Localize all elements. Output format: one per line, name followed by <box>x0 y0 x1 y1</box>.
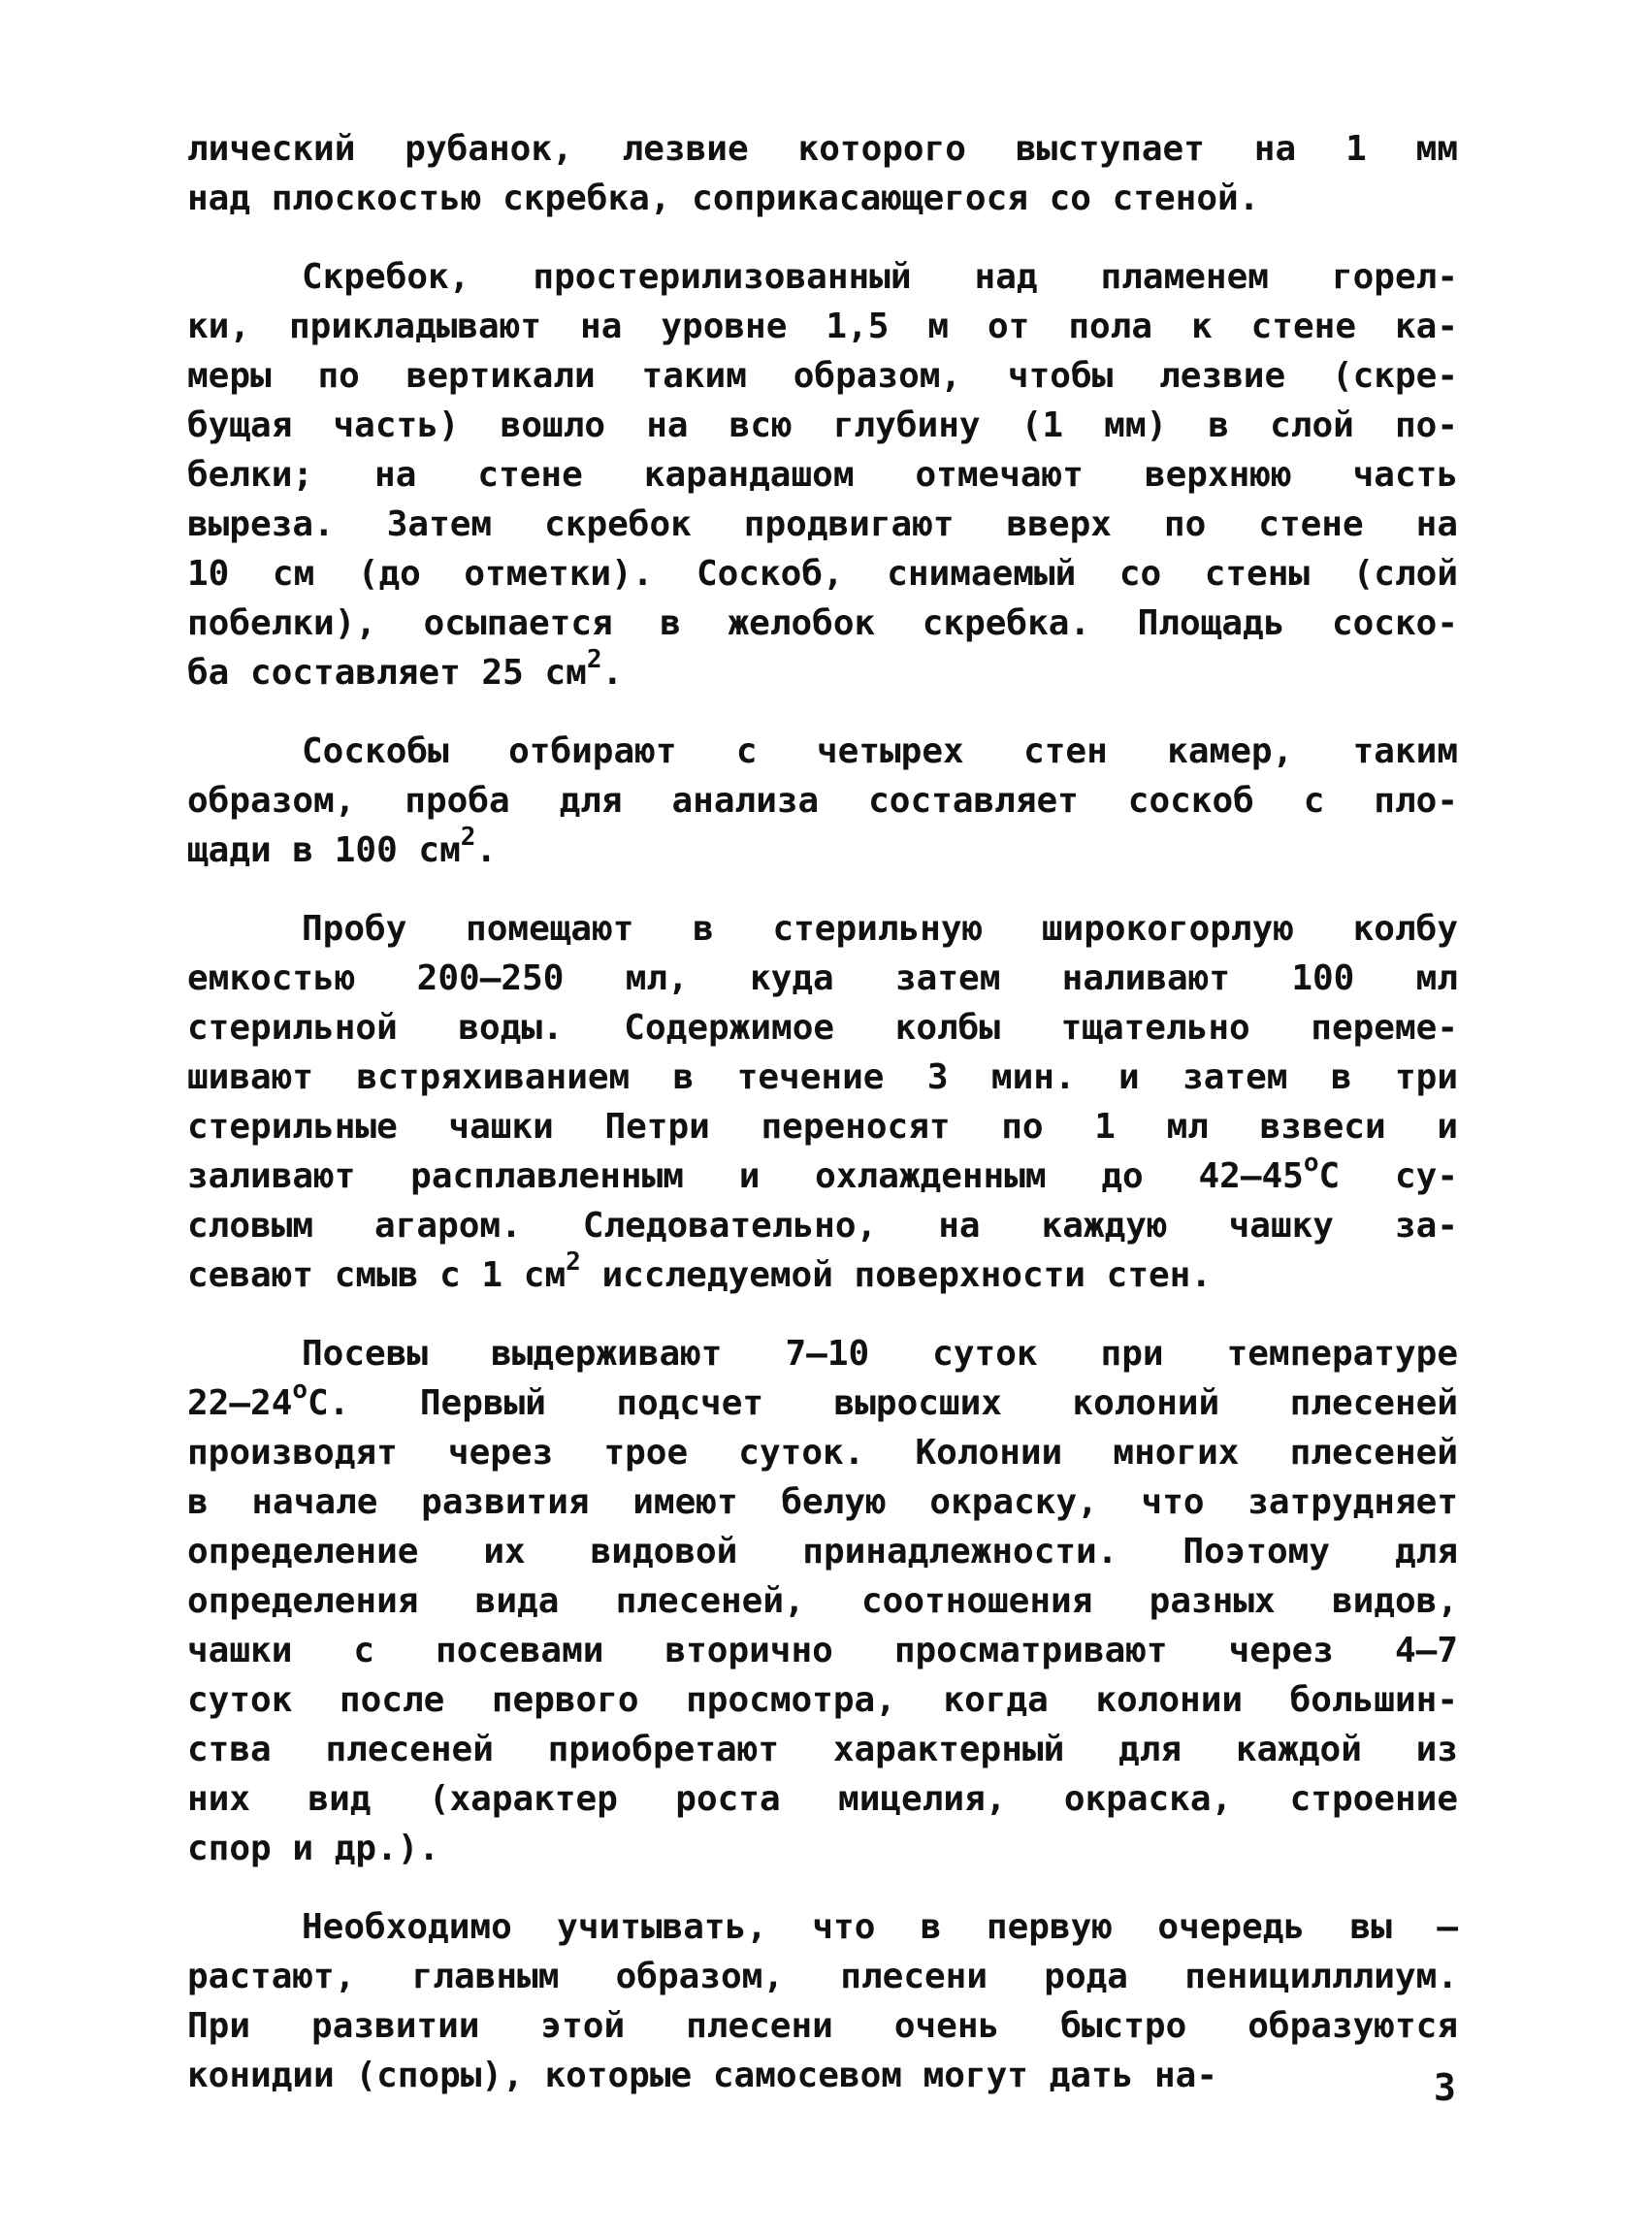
text-line <box>187 124 1458 174</box>
text-line <box>187 2051 1458 2100</box>
text-line <box>187 1675 1458 1725</box>
line-text: них вид (характер роста мицелия, окраска, строение <box>187 1779 1458 1819</box>
text-line <box>187 1003 1458 1053</box>
text-line <box>187 1329 1458 1378</box>
superscript: 2 <box>566 1248 581 1277</box>
line-text: в начале развития имеют белую окраску, что затрудняет <box>187 1482 1458 1522</box>
text-line <box>187 727 1458 776</box>
text-line <box>187 500 1458 549</box>
line-text: чашки с посевами вторично просматривают через 4–7 <box>187 1631 1458 1670</box>
line-text: определения вида плесеней, соотношения разных видов, <box>187 1581 1458 1621</box>
text-line <box>187 1725 1458 1774</box>
line-text: заливают расплавленным и охлажденным до 42–45 <box>187 1156 1304 1196</box>
line-text: выреза. Затем скребок продвигают вверх по стене на <box>187 504 1458 544</box>
page-number: 3 <box>1434 2066 1456 2109</box>
line-text: щади в 100 см <box>187 830 461 870</box>
line-text: бущая часть) вошло на всю глубину (1 мм) в слой по- <box>187 405 1458 445</box>
text-line <box>187 549 1458 599</box>
line-text: конидии (споры), которые самосевом могут дать на- <box>187 2056 1218 2095</box>
line-text: Посевы выдерживают 7–10 суток при температуре <box>302 1334 1458 1374</box>
text-line <box>187 1477 1458 1527</box>
text-line <box>187 776 1458 826</box>
line-text: емкостью 200–250 мл, куда затем наливают 100 мл <box>187 958 1458 998</box>
line-text: Скребок, простерилизованный над пламенем горел- <box>302 257 1458 297</box>
text-line <box>187 252 1458 302</box>
line-text: ки, прикладывают на уровне 1,5 м от пола к стене ка- <box>187 307 1458 346</box>
line-text: Пробу помещают в стерильную широкогорлую колбу <box>302 909 1458 949</box>
text-line <box>187 401 1458 450</box>
text-line <box>187 450 1458 500</box>
text-line <box>187 1102 1458 1151</box>
text-line <box>187 823 1458 875</box>
text-line <box>187 1250 1458 1300</box>
line-text: спор и др.). <box>187 1829 440 1868</box>
text-line <box>187 1053 1458 1102</box>
text-line <box>187 1378 1458 1428</box>
text-line <box>187 645 1458 697</box>
paragraph <box>187 124 1458 223</box>
line-text: шивают встряхиванием в течение 3 мин. и затем в три <box>187 1057 1458 1097</box>
line-text-after: . <box>475 830 498 870</box>
line-text: стерильной воды. Содержимое колбы тщательно переме- <box>187 1008 1458 1048</box>
superscript: 2 <box>586 645 602 674</box>
line-text: побелки), осыпается в желобок скребка. Площадь соско- <box>187 603 1458 643</box>
text-line <box>187 1151 1458 1201</box>
line-text-after: С. Первый подсчет выросших колоний плесеней <box>308 1383 1458 1423</box>
paragraph <box>187 904 1458 1300</box>
line-text: севают смыв с 1 см <box>187 1255 567 1295</box>
line-text: лический рубанок, лезвие которого выступает на 1 мм <box>187 129 1458 169</box>
superscript: о <box>292 1376 308 1405</box>
line-text: 10 см (до отметки). Соскоб, снимаемый со стены (слой <box>187 554 1458 594</box>
superscript: о <box>1303 1149 1319 1178</box>
line-text-after: С су- <box>1318 1156 1458 1196</box>
superscript: 2 <box>460 823 476 852</box>
text-line <box>187 599 1458 648</box>
line-text-after: исследуемой поверхности стен. <box>580 1255 1213 1295</box>
line-text: определение их видовой принадлежности. Поэтому для <box>187 1532 1458 1572</box>
line-text: образом, проба для анализа составляет соскоб с пло- <box>187 781 1458 821</box>
line-text: ба составляет 25 см <box>187 653 587 693</box>
body-text <box>187 124 1458 2129</box>
line-text: меры по вертикали таким образом, чтобы лезвие (скре- <box>187 356 1458 396</box>
text-line <box>187 1626 1458 1675</box>
text-line <box>187 174 1458 223</box>
line-text: ства плесеней приобретают характерный для каждой из <box>187 1730 1458 1769</box>
line-text: производят через трое суток. Колонии многих плесеней <box>187 1433 1458 1473</box>
line-text: суток после первого просмотра, когда колонии большин- <box>187 1680 1458 1720</box>
line-text: над плоскостью скребка, соприкасающегося со стеной. <box>187 178 1260 218</box>
text-line <box>187 1774 1458 1824</box>
line-text: Необходимо учитывать, что в первую очередь вы – <box>302 1907 1458 1947</box>
text-line <box>187 1824 1458 1873</box>
paragraph <box>187 1902 1458 2100</box>
paragraph <box>187 1329 1458 1873</box>
line-text: растают, главным образом, плесени рода пеницилллиум. <box>187 1957 1458 1996</box>
line-text: словым агаром. Следовательно, на каждую чашку за- <box>187 1206 1458 1246</box>
text-line <box>187 1527 1458 1576</box>
line-text: белки; на стене карандашом отмечают верхнюю часть <box>187 455 1458 495</box>
text-line <box>187 904 1458 954</box>
text-line <box>187 1576 1458 1626</box>
text-line <box>187 2001 1458 2051</box>
text-line <box>187 1902 1458 1952</box>
text-line <box>187 1201 1458 1250</box>
text-line <box>187 1952 1458 2001</box>
text-line <box>187 302 1458 351</box>
paragraph <box>187 727 1458 875</box>
paragraph <box>187 252 1458 697</box>
line-text: При развитии этой плесени очень быстро образуются <box>187 2006 1458 2046</box>
text-line <box>187 954 1458 1003</box>
text-line <box>187 1428 1458 1477</box>
text-line <box>187 351 1458 401</box>
line-text-after: . <box>601 653 624 693</box>
line-text: Соскобы отбирают с четырех стен камер, таким <box>302 731 1458 771</box>
line-text: 22–24 <box>187 1383 293 1423</box>
line-text: стерильные чашки Петри переносят по 1 мл взвеси и <box>187 1107 1458 1147</box>
